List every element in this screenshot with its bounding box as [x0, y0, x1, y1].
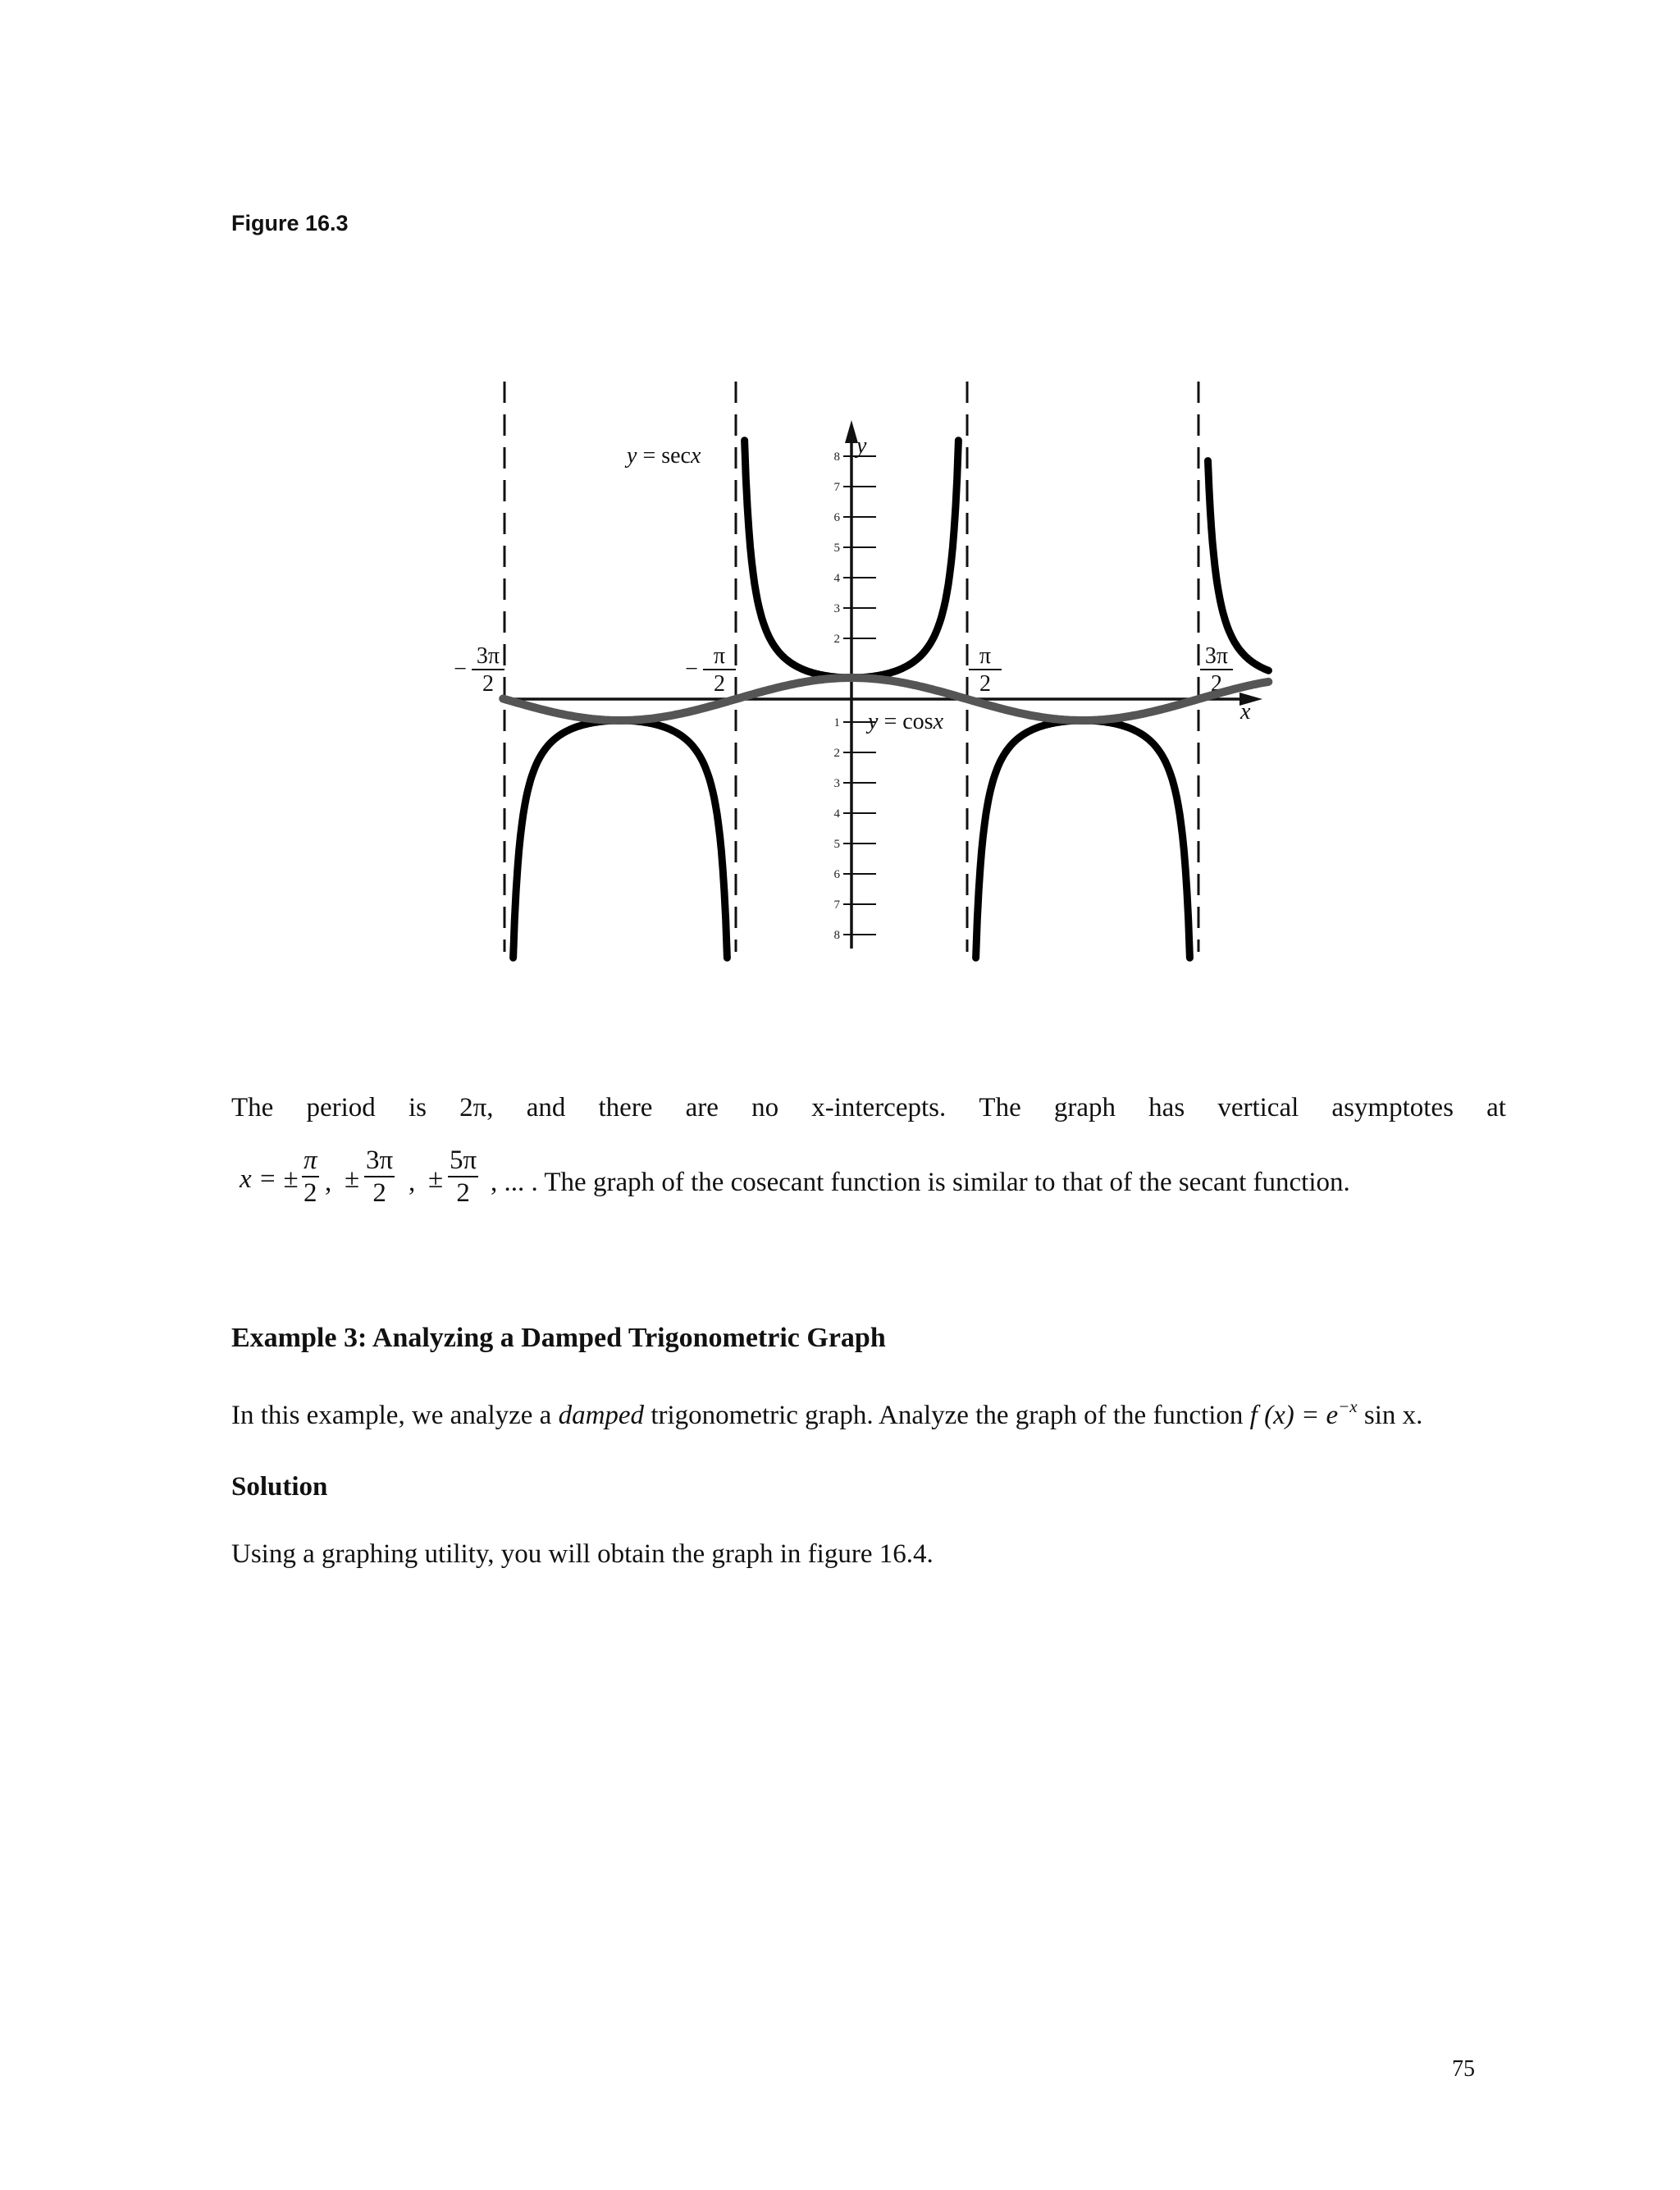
x-tick-denominator: 2 [1211, 671, 1222, 697]
y-axis-label: y [856, 433, 867, 459]
y-tick-label: 7 [833, 898, 840, 912]
paragraph-period [231, 1091, 1506, 1124]
y-tick-label: 7 [833, 481, 840, 494]
function-expression: f (x) = e [1249, 1401, 1339, 1430]
fraction-pi-over-2: π 2 [304, 1145, 317, 1208]
x-tick-numerator: π [713, 643, 726, 669]
y-axis-ticks [834, 450, 877, 942]
secant-branch [1208, 461, 1269, 671]
x-axis-tick-labels [454, 643, 1233, 697]
fraction-3pi-over-2: 3π 2 [366, 1145, 394, 1208]
x-tick-denominator: 2 [979, 671, 991, 697]
paragraph-word: has [1148, 1093, 1185, 1122]
paragraph-word: vertical [1217, 1093, 1299, 1122]
y-tick-label: 4 [833, 572, 840, 585]
secant-cosine-chart [0, 0, 1680, 1026]
paragraph-word: are [685, 1093, 719, 1122]
x-tick-numerator: π [979, 643, 992, 669]
paragraph-word: The [231, 1093, 274, 1122]
x-tick-numerator: 3π [1204, 643, 1229, 669]
y-tick-label: 3 [833, 602, 840, 615]
paragraph-word: period [306, 1093, 376, 1122]
y-tick-label: 4 [833, 807, 840, 821]
paragraph-word: graph [1053, 1093, 1116, 1122]
x-tick-label [685, 643, 736, 697]
y-tick-label: 3 [833, 777, 840, 790]
x-tick-sign: − [685, 656, 698, 682]
axes [503, 420, 1262, 949]
paragraph-word: no [751, 1093, 779, 1122]
y-tick-label: 1 [833, 716, 840, 729]
y-tick-label: 5 [833, 838, 840, 851]
paragraph-damped: In this example, we analyze a damped trigonometric graph. Analyze the graph of the function f $(x) = e^{-x}$ sin x. [231, 1397, 1423, 1430]
paragraph-word: at [1486, 1093, 1506, 1122]
example-heading: Example 3: Analyzing a Damped Trigonometric Graph [231, 1323, 886, 1353]
y-tick-label: 8 [833, 929, 840, 942]
solution-label: Solution [231, 1472, 328, 1502]
series-label-secant: y = secx [627, 443, 701, 469]
page-number: 75 [1452, 2056, 1475, 2082]
fraction-5pi-over-2: 5π 2 [450, 1145, 477, 1208]
y-tick-label: 8 [833, 450, 840, 464]
paragraph-word: asymptotes [1331, 1093, 1454, 1122]
asymptote-line-rest: , ... . The graph of the cosecant function is similar to that of the secant function. [491, 1168, 1350, 1197]
series-label-cosine: y = cosx [868, 709, 943, 734]
secant-branch [976, 720, 1190, 958]
asymptote-list-line: x = ± π 2 , ± 3π 2 , ± 5π 2 , ... . The graph of the cosecant function is similar to that of the secant function. [240, 1145, 1350, 1208]
paragraph-word: is [408, 1093, 427, 1122]
x-tick-denominator: 2 [482, 671, 494, 697]
paragraph-word: there [598, 1093, 653, 1122]
paragraph-word: 2π, [459, 1093, 494, 1122]
paragraph-word: and [526, 1093, 566, 1122]
x-tick-sign: − [454, 656, 467, 682]
y-tick-label: 6 [833, 511, 840, 524]
x-tick-label [454, 643, 504, 697]
x-tick-numerator: 3π [476, 643, 500, 669]
x-tick-label [969, 643, 1002, 697]
y-tick-label: 5 [833, 542, 840, 555]
x-axis-label: x [1240, 699, 1251, 725]
figure-caption: Figure 16.3 [231, 211, 349, 235]
paragraph-word: x-intercepts. [811, 1093, 947, 1122]
paragraph-word: The [979, 1093, 1021, 1122]
y-tick-label: 2 [833, 633, 840, 646]
y-tick-label: 6 [833, 868, 840, 881]
secant-branch [514, 720, 728, 958]
y-tick-label: 2 [833, 747, 840, 760]
x-equals: x = ± [240, 1164, 299, 1194]
x-tick-denominator: 2 [714, 671, 725, 697]
paragraph-graphing-utility: Using a graphing utility, you will obtain the graph in figure 16.4. [231, 1539, 934, 1569]
